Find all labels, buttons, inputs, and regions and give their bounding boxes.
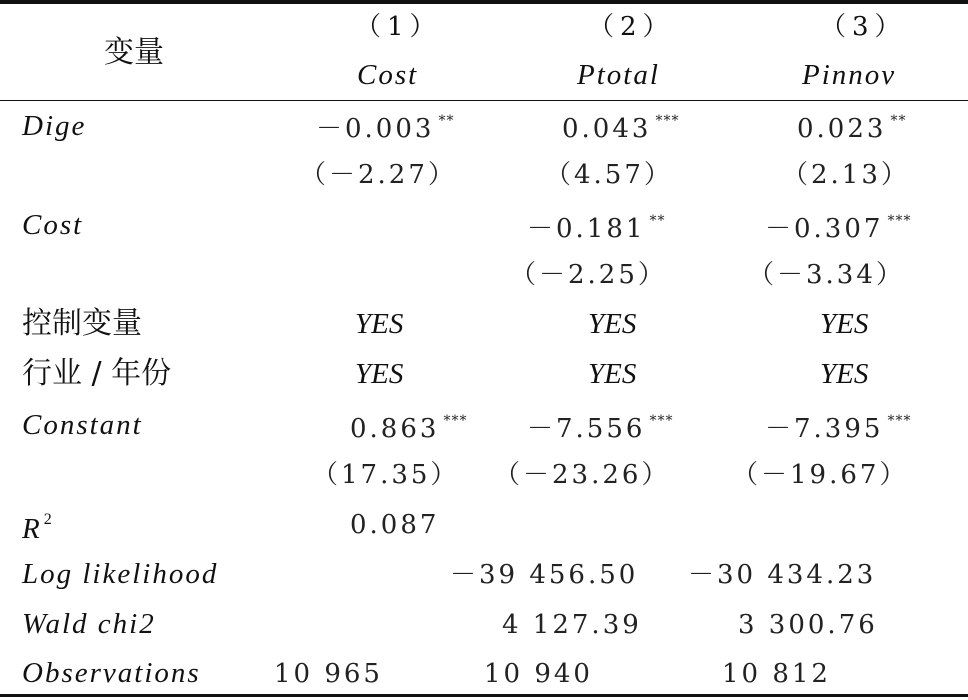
cell-industry-year-c3: YES [820,358,869,390]
header-col3-name: Pinnov [802,59,897,91]
cell-dige-t-c3: （2.13） [782,160,910,190]
cell-dige-t-c1: （－2.27） [300,160,457,190]
cell-constant-t-c2: （－23.26） [494,460,671,490]
bottom-rule [0,694,968,697]
significance-stars: *** [655,113,680,129]
cell-industry-year-c2: YES [588,358,637,390]
cell-constant-c3: －7.395 *** [765,413,912,444]
cell-observations-c1: 10 965 [274,659,383,689]
r2-superscript: 2 [43,511,54,528]
row-label-industry-year: 行业 / 年份 [22,356,172,391]
cell-constant-c1: 0.863 *** [350,413,468,444]
cell-constant-t-c3: （－19.67） [732,460,909,490]
header-col2-number: （2） [588,12,675,42]
cell-wald-c2: 4 127.39 [502,610,642,640]
cell-dige-c1: －0.003 ** [316,113,455,144]
cell-dige-t-c2: （4.57） [545,160,673,190]
cell-constant-t-c1: （17.35） [312,460,460,490]
row-label-constant: Constant [22,409,143,441]
cell-dige-c2: 0.043 *** [562,113,680,144]
row-label-observations: Observations [22,657,201,689]
significance-stars: ** [649,213,666,229]
significance-stars: *** [649,413,674,429]
header-col3-number: （3） [820,12,907,42]
header-variable-label: 变量 [104,35,164,70]
row-label-dige: Dige [22,110,87,142]
row-label-r2: R $^2$ [22,511,54,545]
cell-industry-year-c1: YES [355,358,404,390]
cell-dige-c3: 0.023 ** [797,113,907,144]
header-col1-number: （1） [355,12,442,42]
cell-constant-c2: －7.556 *** [527,413,674,444]
top-rule [0,0,968,4]
row-label-wald: Wald chi2 [22,608,156,640]
cell-controls-c2: YES [588,308,637,340]
cell-wald-c3: 3 300.76 [738,610,878,640]
header-rule [0,100,968,101]
row-label-loglik: Log likelihood [22,558,219,590]
cell-observations-c3: 10 812 [722,659,831,689]
significance-stars: *** [443,413,468,429]
cell-cost-c3: －0.307 *** [765,213,912,244]
cell-observations-c2: 10 940 [484,659,593,689]
cell-controls-c1: YES [355,308,404,340]
header-col1-name: Cost [357,59,419,91]
significance-stars: *** [887,213,912,229]
cell-cost-t-c3: （－3.34） [748,260,905,290]
cell-cost-t-c2: （－2.25） [510,260,667,290]
significance-stars: ** [890,113,907,129]
cell-loglik-c3: －30 434.23 [688,560,877,590]
cell-loglik-c2: －39 456.50 [450,560,639,590]
significance-stars: ** [438,113,455,129]
header-col2-name: Ptotal [577,59,660,91]
row-label-cost: Cost [22,209,84,241]
cell-cost-c2: －0.181 ** [527,213,666,244]
significance-stars: *** [887,413,912,429]
cell-r2-c1: 0.087 [350,510,440,540]
row-label-controls: 控制变量 [22,306,142,341]
cell-controls-c3: YES [820,308,869,340]
